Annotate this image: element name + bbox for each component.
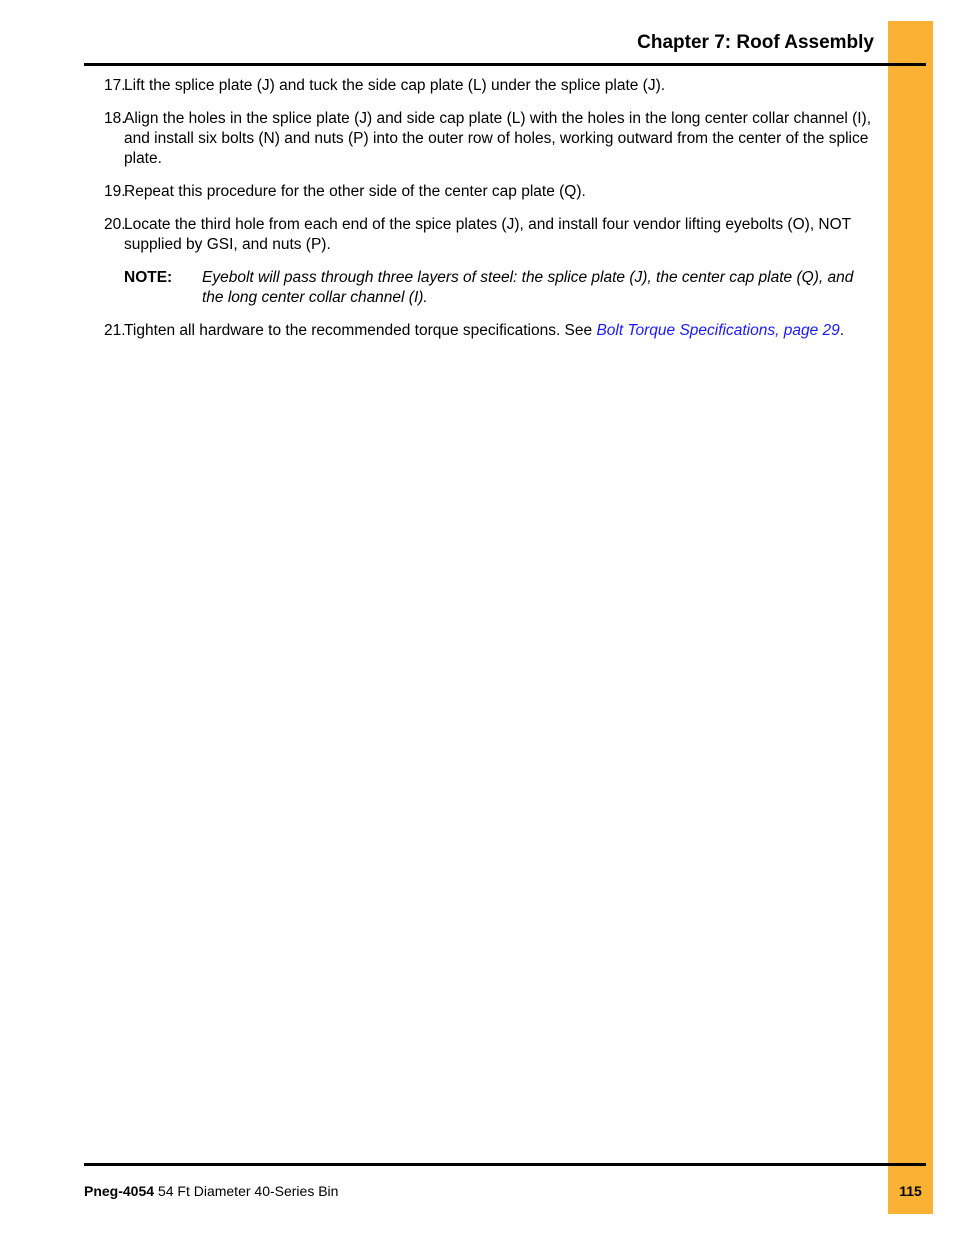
doc-id: Pneg-4054 bbox=[84, 1183, 155, 1199]
step-19 bbox=[104, 182, 879, 202]
step-17 bbox=[104, 76, 879, 96]
step-18 bbox=[104, 109, 879, 169]
footer-rule bbox=[84, 1163, 926, 1166]
step-number: 18. bbox=[104, 110, 126, 127]
step-number: 17. bbox=[104, 77, 126, 94]
step-number: 20. bbox=[104, 216, 126, 233]
footer bbox=[84, 1183, 338, 1199]
chapter-title: Chapter 7: Roof Assembly bbox=[637, 32, 874, 53]
page-number: 115 bbox=[899, 1183, 922, 1199]
step-text: Locate the third hole from each end of the spice plates (J), and install four vendor lifting eyebolts (O), NOT supplied by GSI, and nuts (P). bbox=[124, 216, 851, 253]
header-rule bbox=[84, 63, 926, 66]
step-20 bbox=[104, 215, 879, 255]
step-text: Align the holes in the splice plate (J) and side cap plate (L) with the holes in the long center collar channel (I), and install six bolts (N) and nuts (P) into the outer row of holes, working outward from the center of the splice plate. bbox=[124, 110, 872, 167]
instruction-list bbox=[104, 76, 879, 354]
step-number: 21. bbox=[104, 322, 126, 339]
step-text: Repeat this procedure for the other side of the center cap plate (Q). bbox=[124, 183, 586, 200]
note-text: Eyebolt will pass through three layers of steel: the splice plate (J), the center cap plate (Q), and the long center collar channel (I). bbox=[202, 269, 854, 306]
step-number: 19. bbox=[104, 183, 126, 200]
note-block bbox=[124, 268, 879, 308]
step-21 bbox=[104, 321, 879, 341]
step-text-end: . bbox=[839, 322, 845, 339]
chapter-side-tab bbox=[888, 21, 933, 1214]
doc-title: 54 Ft Diameter 40-Series Bin bbox=[157, 1183, 339, 1199]
step-text: Lift the splice plate (J) and tuck the side cap plate (L) under the splice plate (J). bbox=[124, 77, 666, 94]
note-label: NOTE: bbox=[124, 269, 173, 286]
step-text: Tighten all hardware to the recommended torque specifications. See bbox=[124, 322, 597, 339]
torque-spec-link[interactable]: Bolt Torque Specifications, page 29 bbox=[596, 322, 840, 339]
